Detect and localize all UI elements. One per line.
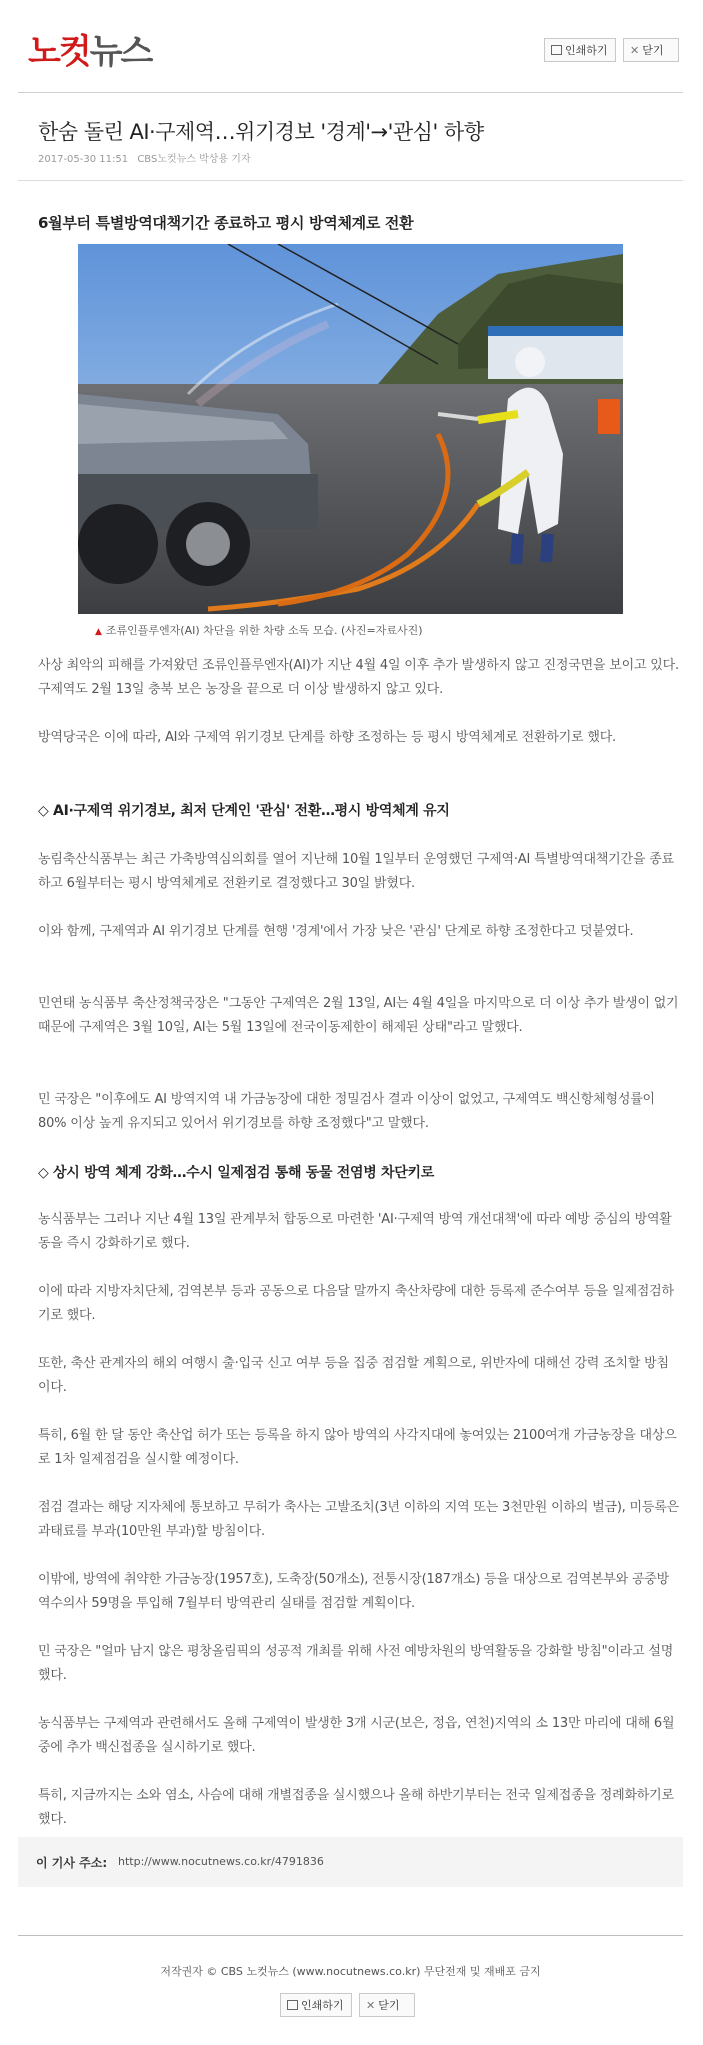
article-subtitle: 6월부터 특별방역대책기간 종료하고 평시 방역체계로 전환 (38, 214, 414, 232)
paragraph-15: 특히, 지금까지는 소와 염소, 사슴에 대해 개별접종을 실시했으나 올해 하반기부터는 전국 일제접종을 정례화하기로 했다. (38, 1788, 674, 1827)
copyright-notice: 저작권자 © CBS 노컷뉴스 (www.nocutnews.co.kr) 무단전재 및 재배포 금지 (160, 1965, 541, 1978)
page-header (18, 0, 683, 93)
printer-icon (551, 45, 562, 55)
photo-caption (95, 622, 423, 638)
footer-print-button[interactable] (280, 1993, 352, 2017)
paragraph-7: 농식품부는 그러나 지난 4월 13일 관계부처 합동으로 마련한 'AI·구제역 방역 개선대책'에 따라 예방 중심의 방역활동을 즉시 강화하기로 했다. (38, 1212, 672, 1251)
footer-close-button[interactable] (359, 1993, 415, 2017)
paragraph-5: 민연태 농식품부 축산정책국장은 "그동안 구제역은 2월 13일, AI는 4월 4일을 마지막으로 더 이상 추가 발생이 없기 때문에 구제역은 3월 10일, AI는 5월 13일에 전국이동제한이 해제된 상태"라고 말했다. (38, 996, 679, 1035)
paragraph-14: 농식품부는 구제역과 관련해서도 올해 구제역이 발생한 3개 시군(보은, 정읍, 연천)지역의 소 13만 마리에 대해 6월중에 추가 백신접종을 실시하기로 했다. (38, 1716, 675, 1755)
footer-divider (18, 1935, 683, 1936)
paragraph-11: 점검 결과는 해당 지자체에 통보하고 무허가 축사는 고발조치(3년 이하의 지역 또는 3천만원 이하의 벌금), 미등록은 과태료를 부과(10만원 부과)할 방침이다. (38, 1500, 679, 1539)
paragraph-8: 이에 따라 지방자치단체, 검역본부 등과 공동으로 다음달 말까지 축산차량에 대한 등록제 준수여부 등을 일제점검하기로 했다. (38, 1284, 674, 1323)
paragraph-2: 방역당국은 이에 따라, AI와 구제역 위기경보 단계를 하향 조정하는 등 평시 방역체계로 전환하기로 했다. (38, 730, 616, 745)
paragraph-6: 민 국장은 "이후에도 AI 방역지역 내 가금농장에 대한 정밀검사 결과 이상이 없었고, 구제역도 백신항체형성률이 80% 이상 높게 유지되고 있어서 위기경보를 하향 조정했다"고 말했다. (38, 1092, 655, 1131)
footer-print-label: 인쇄하기 (301, 1999, 344, 2012)
print-label: 인쇄하기 (565, 44, 608, 57)
article-photo (78, 244, 623, 614)
print-button[interactable] (544, 38, 616, 62)
nocutnews-logo[interactable] (28, 24, 151, 73)
article-date: 2017-05-30 11:51 (38, 154, 129, 165)
paragraph-12: 이밖에, 방역에 취약한 가금농장(1957호), 도축장(50개소), 전통시장(187개소) 등을 대상으로 검역본부와 공중방역수의사 59명을 투입해 7월부터 방역관리 실태를 점검할 계획이다. (38, 1572, 670, 1611)
article-address-link[interactable]: http://www.nocutnews.co.kr/4791836 (118, 1855, 324, 1868)
printer-icon (287, 2000, 298, 2010)
logo-part2: 뉴스 (89, 32, 152, 72)
footer-close-label: 닫기 (378, 1999, 400, 2012)
article-address-label: 이 기사 주소: (36, 1856, 108, 1870)
article-address-box (18, 1837, 683, 1887)
logo-part1: 노컷 (28, 32, 90, 72)
close-label: 닫기 (642, 44, 664, 57)
paragraph-9: 또한, 축산 관계자의 해외 여행시 출·입국 신고 여부 등을 집중 점검할 계획으로, 위반자에 대해선 강력 조치할 방침이다. (38, 1356, 669, 1395)
caption-marker-icon: ▲ (95, 627, 102, 637)
close-icon: ✕ (366, 1999, 376, 2012)
close-button[interactable] (623, 38, 679, 62)
article-meta (38, 150, 257, 165)
article-title: 한숨 돌린 AI·구제역…위기경보 '경계'→'관심' 하향 (38, 120, 484, 144)
paragraph-1: 사상 최악의 피해를 가져왔던 조류인플루엔자(AI)가 지난 4월 4일 이후 추가 발생하지 않고 진정국면을 보이고 있다. 구제역도 2월 13일 충북 보은 농장을 끝으로 더 이상 발생하지 않고 있다. (38, 658, 679, 697)
divider (18, 180, 683, 181)
section-heading-1: ◇ AI·구제역 위기경보, 최저 단계인 '관심' 전환…평시 방역체계 유지 (38, 803, 450, 819)
close-icon: ✕ (630, 44, 640, 57)
paragraph-13: 민 국장은 "얼마 남지 않은 평창올림픽의 성공적 개최를 위해 사전 예방차원의 방역활동을 강화할 방침"이라고 설명했다. (38, 1644, 674, 1683)
paragraph-10: 특히, 6월 한 달 동안 축산업 허가 또는 등록을 하지 않아 방역의 사각지대에 놓여있는 2100여개 가금농장을 대상으로 1차 일제점검을 실시할 예정이다. (38, 1428, 677, 1467)
article-byline: CBS노컷뉴스 박상용 기자 (137, 154, 251, 165)
caption-text: 조류인플루엔자(AI) 차단을 위한 차량 소독 모습. (사진=자료사진) (105, 624, 423, 637)
paragraph-4: 이와 함께, 구제역과 AI 위기경보 단계를 현행 '경계'에서 가장 낮은 '관심' 단계로 하향 조정한다고 덧붙였다. (38, 924, 634, 939)
paragraph-3: 농림축산식품부는 최근 가축방역심의회를 열어 지난해 10월 1일부터 운영했던 구제역·AI 특별방역대책기간을 종료하고 6월부터는 평시 방역체계로 전환키로 결정했다고 30일 밝혔다. (38, 852, 674, 891)
section-heading-2: ◇ 상시 방역 체계 강화…수시 일제점검 통해 동물 전염병 차단키로 (38, 1165, 434, 1181)
